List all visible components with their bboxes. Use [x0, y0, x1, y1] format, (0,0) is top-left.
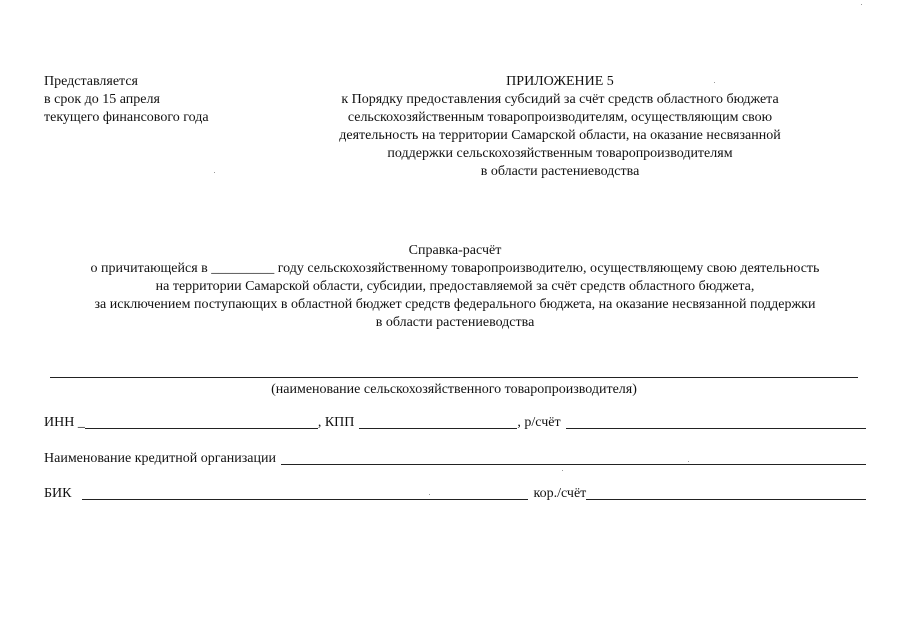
submission-deadline-note: [44, 73, 284, 127]
deadline-line-1: Представляется: [44, 74, 138, 89]
account-label: , р/счёт: [517, 415, 561, 430]
document-subtitle-line-3: за исключением поступающих в областной бюджет средств федерального бюджета, на оказание несвязанной поддержки: [94, 297, 816, 312]
document-subtitle-line-1: о причитающейся в _________ году сельскохозяйственному товаропроизводителю, осуществляющему свою деятельность: [90, 261, 820, 276]
bik-field[interactable]: [82, 485, 528, 500]
deadline-line-2: в срок до 15 апреля: [44, 92, 160, 107]
appendix-line-3: деятельность на территории Самарской области, на оказание несвязанной: [339, 128, 781, 143]
appendix-line-2: сельскохозяйственным товаропроизводителям, осуществляющим свою: [347, 110, 773, 125]
document-title-block: [30, 242, 880, 332]
appendix-header: [300, 73, 820, 181]
kpp-label: , КПП: [317, 415, 355, 430]
appendix-number: ПРИЛОЖЕНИЕ 5: [506, 74, 614, 89]
bank-label: Наименование кредитной организации: [44, 451, 276, 466]
deadline-line-3: текущего финансового года: [44, 110, 209, 125]
kpp-field[interactable]: [359, 414, 517, 429]
document-subtitle-line-2: на территории Самарской области, субсидии, предоставляемой за счёт средств областного бюджета,: [155, 279, 755, 294]
document-title: Справка-расчёт: [408, 243, 502, 258]
corr-account-field[interactable]: [586, 485, 866, 500]
appendix-line-5: в области растениеводства: [480, 164, 640, 179]
bank-name-field[interactable]: [281, 450, 866, 465]
scan-speck: [688, 461, 689, 462]
scan-speck: [429, 494, 430, 495]
producer-name-field[interactable]: [50, 377, 858, 378]
corr-account-label: кор./счёт: [533, 486, 587, 501]
inn-label: ИНН _: [44, 415, 85, 430]
scan-speck: [214, 172, 215, 173]
producer-name-caption: (наименование сельскохозяйственного товаропроизводителя): [271, 382, 637, 397]
document-subtitle-line-4: в области растениеводства: [375, 315, 535, 330]
appendix-line-4: поддержки сельскохозяйственным товаропроизводителям: [387, 146, 733, 161]
appendix-line-1: к Порядку предоставления субсидий за счёт средств областного бюджета: [341, 92, 779, 107]
scan-speck: [562, 470, 563, 471]
bank-row: [44, 447, 866, 467]
inn-kpp-account-row: [44, 411, 866, 431]
bik-label: БИК: [44, 486, 72, 501]
inn-field[interactable]: [85, 414, 318, 429]
scan-speck: [861, 4, 862, 5]
scan-speck: [714, 82, 715, 83]
account-field[interactable]: [566, 414, 866, 429]
bik-row: [44, 482, 866, 502]
